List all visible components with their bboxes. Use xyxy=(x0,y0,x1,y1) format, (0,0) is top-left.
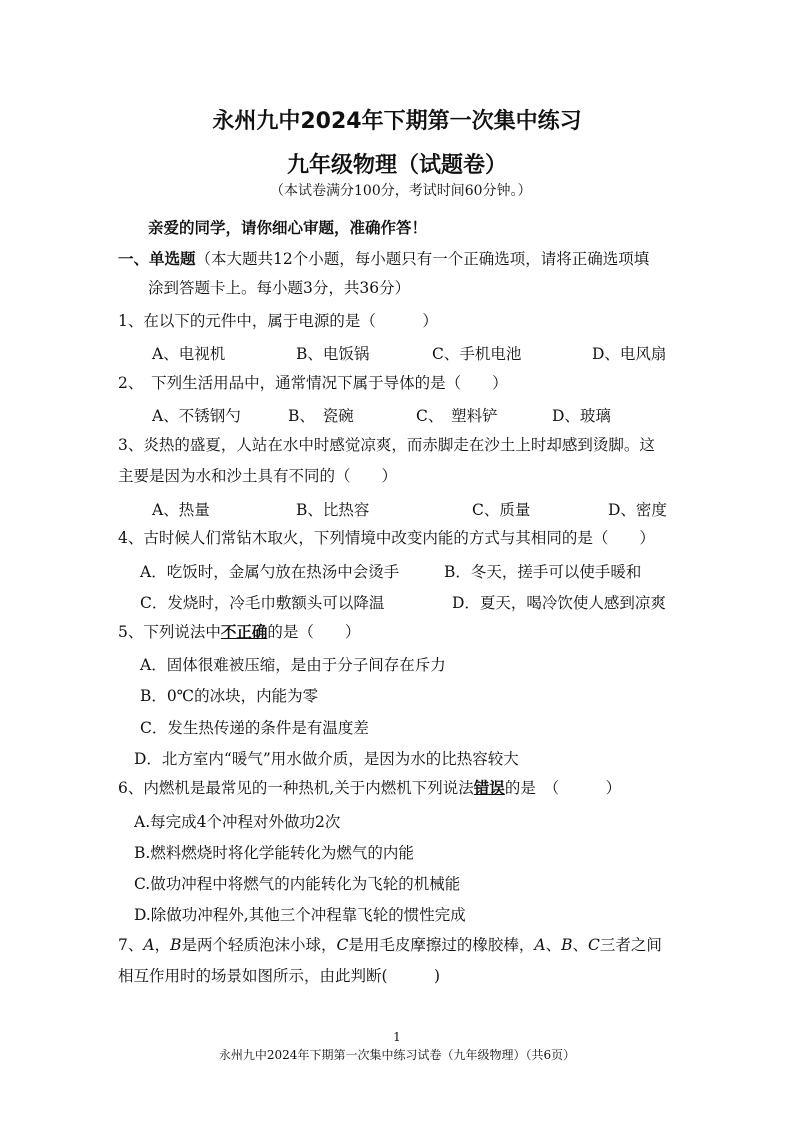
q7-sep2: 、 xyxy=(545,936,562,954)
q3-option-d: D、密度 xyxy=(608,501,667,519)
q7-label-a: A xyxy=(143,936,155,954)
q7-text2: 是用毛皮摩擦过的橡胶棒， xyxy=(348,936,535,954)
q5-stem-pre: 5、下列说法中 xyxy=(118,623,221,641)
q7-stem-2: 相互作用时的场景如图所示，由此判断( ) xyxy=(118,967,441,985)
q3-stem-2: 主要是因为水和沙土具有不同的（ ） xyxy=(118,467,398,485)
q7-stem-1 xyxy=(118,935,662,955)
q7-label-c: C xyxy=(336,936,349,954)
q6-stem xyxy=(118,778,621,798)
q4-option-c: C．发烧时，冷毛巾敷额头可以降温 xyxy=(140,594,385,612)
q2-stem: 2、 下列生活用品中，通常情况下属于导体的是（ ） xyxy=(118,374,508,392)
q3-option-c: C、质量 xyxy=(472,501,531,519)
q6-option-a: A.每完成4个冲程对外做功2次 xyxy=(134,813,341,831)
q1-stem: 1、在以下的元件中，属于电源的是（ ） xyxy=(118,312,438,330)
q7-text3: 三者之间 xyxy=(599,936,662,954)
page-footer: 永州九中2024年下期第一次集中练习试卷（九年级物理）（共6页） xyxy=(218,1048,576,1062)
q5-option-a: A．固体很难被压缩，是由于分子间存在斥力 xyxy=(140,656,446,674)
q7-label-b2: B xyxy=(561,936,573,954)
q5-option-b: B．0℃的冰块，内能为零 xyxy=(140,687,319,705)
q5-stem-post: 的是（ ） xyxy=(267,623,361,641)
q2-option-b: B、 瓷碗 xyxy=(288,407,354,425)
q6-stem-pre: 6、内燃机是最常见的一种热机,关于内燃机下列说法 xyxy=(118,779,474,797)
q6-option-b: B.燃料燃烧时将化学能转化为燃气的内能 xyxy=(134,844,414,862)
q6-option-c: C.做功冲程中将燃气的内能转化为飞轮的机械能 xyxy=(134,875,461,893)
q2-option-c: C、 塑料铲 xyxy=(416,407,498,425)
q1-option-c: C、手机电池 xyxy=(432,345,522,363)
q4-option-a: A．吃饭时，金属勺放在热汤中会烫手 xyxy=(140,563,400,581)
q7-sep1: ， xyxy=(154,936,171,954)
q7-text1: 是两个轻质泡沫小球， xyxy=(181,936,337,954)
q5-option-d: D．北方室内“暖气”用水做介质，是因为水的比热容较大 xyxy=(134,750,519,768)
q4-option-d: D．夏天，喝冷饮使人感到凉爽 xyxy=(452,594,666,612)
section1-heading-line xyxy=(118,249,649,269)
q2-option-d: D、玻璃 xyxy=(552,407,611,425)
q7-label-c2: C xyxy=(588,936,600,954)
section1-heading: 一、单选题 xyxy=(118,250,196,268)
q7-num: 7、 xyxy=(118,936,144,954)
q7-sep3: 、 xyxy=(572,936,589,954)
q3-option-b: B、比热容 xyxy=(296,501,370,519)
exam-note: （本试卷满分100分，考试时间60分钟。） xyxy=(270,183,532,199)
q5-stem-emph: 不正确 xyxy=(220,622,268,641)
q6-stem-post: 的是 （ ） xyxy=(504,779,622,797)
q7-label-a2: A xyxy=(534,936,546,954)
q3-option-a: A、热量 xyxy=(152,501,210,519)
exam-title: 永州九中2024年下期第一次集中练习 xyxy=(212,109,582,134)
q3-stem-1: 3、炎热的盛夏，人站在水中时感觉凉爽，而赤脚走在沙土上时却感到烫脚。这 xyxy=(118,436,655,454)
section1-desc-2: 涂到答题卡上。每小题3分，共36分） xyxy=(148,279,411,297)
q1-option-a: A、电视机 xyxy=(152,345,226,363)
q5-option-c: C．发生热传递的条件是有温度差 xyxy=(140,719,369,737)
q5-stem xyxy=(118,622,360,642)
q1-option-b: B、电饭锅 xyxy=(296,345,370,363)
q4-stem: 4、古时候人们常钻木取火，下列情境中改变内能的方式与其相同的是（ ） xyxy=(118,529,655,547)
greeting: 亲爱的同学，请你细心审题，准确作答！ xyxy=(148,219,428,237)
exam-subject: 九年级物理（试题卷） xyxy=(286,153,507,178)
q7-label-b: B xyxy=(170,936,182,954)
section1-desc-1: （本大题共12个小题，每小题只有一个正确选项，请将正确选项填 xyxy=(195,250,650,268)
q4-option-b: B．冬天，搓手可以使手暖和 xyxy=(444,563,642,581)
q2-option-a: A、不锈钢勺 xyxy=(152,407,241,425)
q6-stem-emph: 错误 xyxy=(473,778,505,797)
q1-option-d: D、电风扇 xyxy=(592,345,667,363)
q6-option-d: D.除做功冲程外,其他三个冲程靠飞轮的惯性完成 xyxy=(134,906,466,924)
page-number: 1 xyxy=(393,1030,401,1044)
